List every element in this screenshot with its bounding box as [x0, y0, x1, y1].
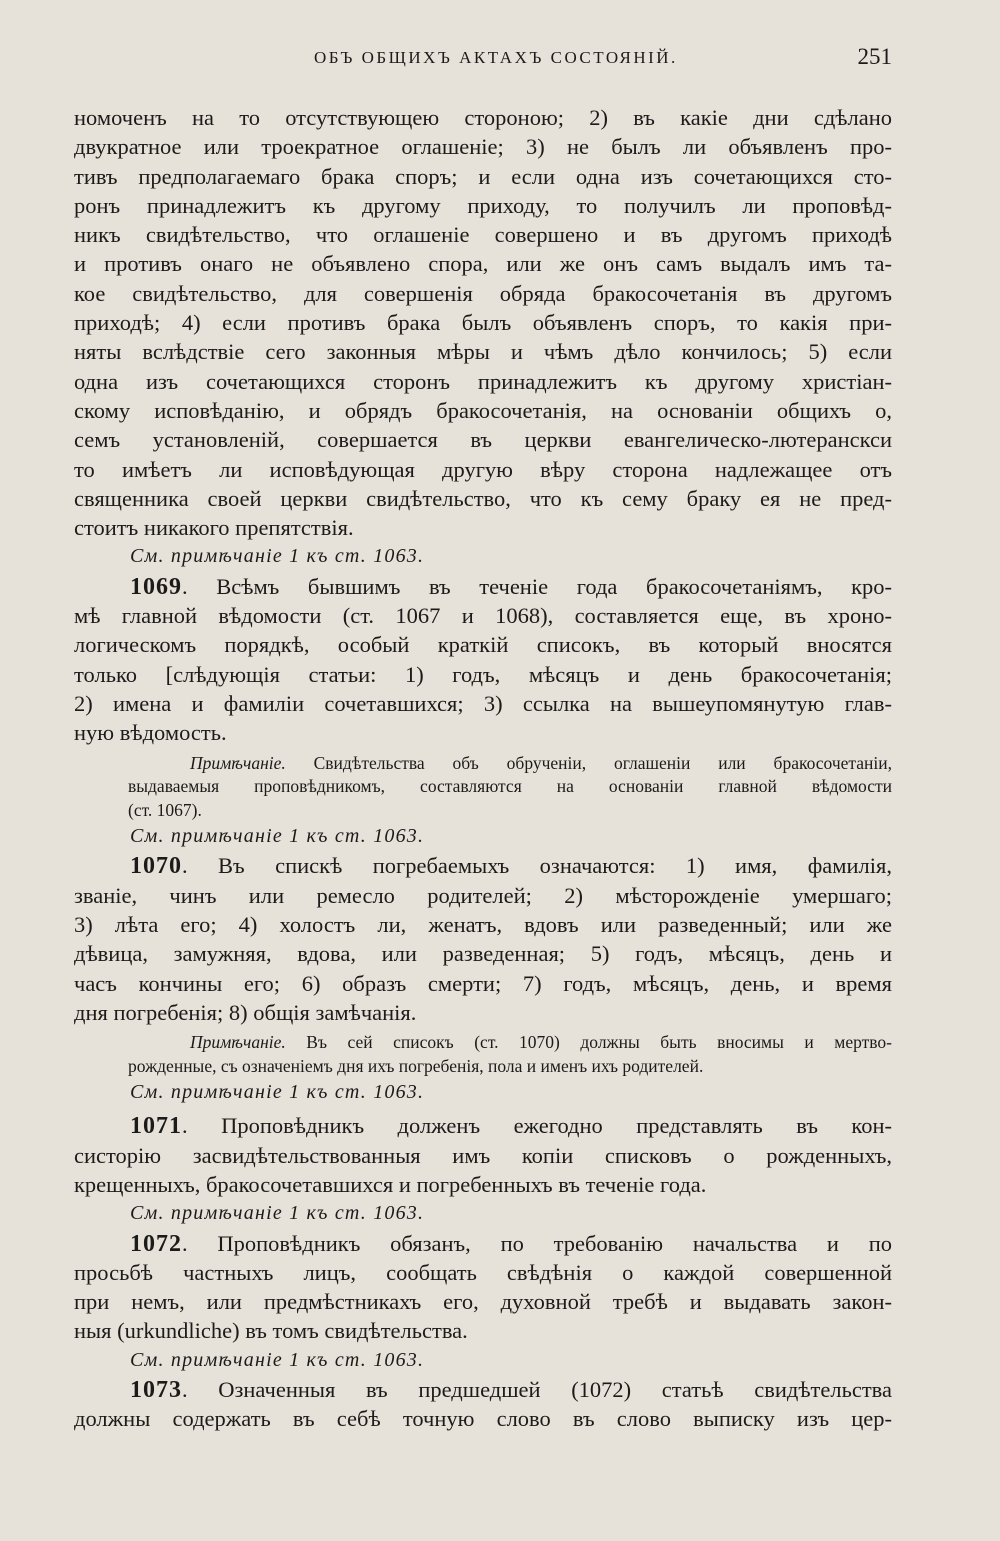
text-line: часъ кончины его; 6) образъ смерти; 7) годъ, мѣсяцъ, день, и время: [74, 970, 892, 996]
text-line: мѣ главной вѣдомости (ст. 1067 и 1068), составляется еще, въ хроно-: [74, 603, 892, 629]
article-1070: [74, 851, 892, 1107]
text-line: [74, 572, 892, 601]
text-line: [74, 851, 892, 880]
text-line: ныя (urkundliche) въ томъ свидѣтельства.: [74, 1318, 468, 1344]
article-number: 1073: [130, 1377, 182, 1404]
running-title: ОБЪ ОБЩИХЪ АКТАХЪ СОСТОЯНІЙ.: [314, 48, 678, 67]
text-line: приходѣ; 4) если противъ брака былъ объявленъ споръ, то какія при-: [74, 310, 892, 336]
text-line: семъ установленій, совершается въ церкви евангелическо-лютеранскси: [74, 427, 892, 453]
text-line: никъ свидѣтельство, что оглашеніе совершено и въ другомъ приходѣ: [74, 222, 892, 248]
text-line: только [слѣдующія статьи: 1) годъ, мѣсяцъ и день бракосочетанія;: [74, 661, 892, 687]
text-line: ронъ принадлежитъ къ другому приходу, то получилъ ли проповѣд-: [74, 192, 892, 218]
text-line: и противъ онаго не объявлено спора, или же онъ самъ выдалъ имъ та-: [74, 251, 892, 277]
article-text: . Въ спискѣ погребаемыхъ означаются: 1) имя, фамилія,: [182, 853, 892, 879]
text-line: ную вѣдомость.: [74, 720, 227, 746]
article-number: 1072: [130, 1230, 182, 1257]
text-line: 3) лѣта его; 4) холостъ ли, женатъ, вдовъ или разведенный; или же: [74, 911, 892, 937]
page-body: [74, 103, 892, 1434]
text-line: [74, 1111, 892, 1140]
note-label: Примѣчаніе.: [190, 1032, 286, 1053]
text-line: тивъ предполагаемаго брака споръ; и если одна изъ сочетающихся сто-: [74, 163, 892, 189]
article-continuation: [74, 103, 892, 572]
article-text: . Всѣмъ бывшимъ въ теченіе года бракосочетаніямъ, кро-: [182, 573, 892, 599]
text-line: кое свидѣтельство, для совершенія обряда бракосочетанія въ другомъ: [74, 280, 892, 306]
article-1071: [74, 1111, 892, 1228]
note-line: выдаваемыя проповѣдникомъ, составляются на основаніи главной вѣдомости: [128, 776, 892, 797]
article-text: . Проповѣдникъ обязанъ, по требованію начальства и по: [182, 1230, 892, 1256]
note-line: (ст. 1067).: [128, 799, 202, 820]
text-line: няты вслѣдствіе сего законныя мѣры и чѣмъ дѣло кончилось; 5) если: [74, 339, 892, 365]
note-line: рожденные, съ означеніемъ дня ихъ погребенія, пола и именъ ихъ родителей.: [128, 1055, 704, 1076]
note-line: [74, 1031, 892, 1055]
note-label: Примѣчаніе.: [190, 752, 286, 773]
text-line: систорію засвидѣтельствованныя имъ копіи списковъ о рожденныхъ,: [74, 1142, 892, 1168]
see-also-reference: См. примѣчаніе 1 къ ст. 1063.: [130, 1081, 425, 1104]
article-text: . Проповѣдникъ долженъ ежегодно представлять въ кон-: [182, 1113, 892, 1139]
article-number: 1070: [130, 853, 182, 880]
text-line: стоитъ никакого препятствія.: [74, 515, 354, 541]
note-text: Свидѣтельства объ обрученіи, оглашеніи или бракосочетаніи,: [285, 752, 892, 773]
text-line: 2) имена и фамиліи сочетавшихся; 3) ссылка на вышеупомянутую глав-: [74, 690, 892, 716]
text-line: крещенныхъ, бракосочетавшихся и погребенныхъ въ теченіе года.: [74, 1172, 707, 1197]
article-1069: [74, 572, 892, 852]
see-also-reference: См. примѣчаніе 1 къ ст. 1063.: [130, 545, 425, 568]
text-line: логическомъ порядкѣ, особый краткій списокъ, въ который вносятся: [74, 632, 892, 658]
article-1073: [74, 1375, 892, 1434]
text-line: званіе, чинъ или ремесло родителей; 2) мѣсторожденіе умершаго;: [74, 882, 892, 908]
note-line: [74, 752, 892, 776]
text-line: то имѣетъ ли исповѣдующая другую вѣру сторона надлежащее отъ: [74, 456, 892, 482]
text-line: просьбѣ частныхъ лицъ, сообщать свѣдѣнія о каждой совершенной: [74, 1259, 892, 1285]
page-number: 251: [857, 44, 892, 69]
see-also-reference: См. примѣчаніе 1 къ ст. 1063.: [130, 1348, 425, 1371]
text-line: [74, 1229, 892, 1258]
article-number: 1071: [130, 1113, 182, 1140]
text-line: [74, 1375, 892, 1404]
text-line: одна изъ сочетающихся сторонъ принадлежитъ къ другому христіан-: [74, 368, 892, 394]
text-line: дня погребенія; 8) общія замѣчанія.: [74, 999, 417, 1025]
note-text: Въ сей списокъ (ст. 1070) должны быть вносимы и мертво-: [285, 1032, 892, 1053]
text-line: при немъ, или предмѣстникахъ его, духовной требѣ и выдавать закон-: [74, 1289, 892, 1315]
article-number: 1069: [130, 573, 182, 600]
text-line: двукратное или троекратное оглашеніе; 3) не былъ ли объявленъ про-: [74, 134, 892, 160]
text-line: священника своей церкви свидѣтельство, что къ сему браку ея не пред-: [74, 485, 892, 511]
article-text: . Означенныя въ предшедшей (1072) статьѣ свидѣтельства: [182, 1377, 892, 1403]
article-1072: [74, 1229, 892, 1375]
see-also-reference: См. примѣчаніе 1 къ ст. 1063.: [130, 825, 425, 848]
page-header: [0, 44, 1000, 78]
text-line: скому исповѣданію, и обрядъ бракосочетанія, на основаніи общихъ о,: [74, 397, 892, 423]
see-also-reference: См. примѣчаніе 1 къ ст. 1063.: [130, 1202, 425, 1225]
text-line: дѣвица, замужняя, вдова, или разведенная; 5) годъ, мѣсяцъ, день и: [74, 941, 892, 967]
text-line: должны содержать въ себѣ точную слово въ слово выписку изъ цер-: [74, 1406, 892, 1432]
text-line: номоченъ на то отсутствующею стороною; 2) въ какіе дни сдѣлано: [74, 105, 892, 130]
